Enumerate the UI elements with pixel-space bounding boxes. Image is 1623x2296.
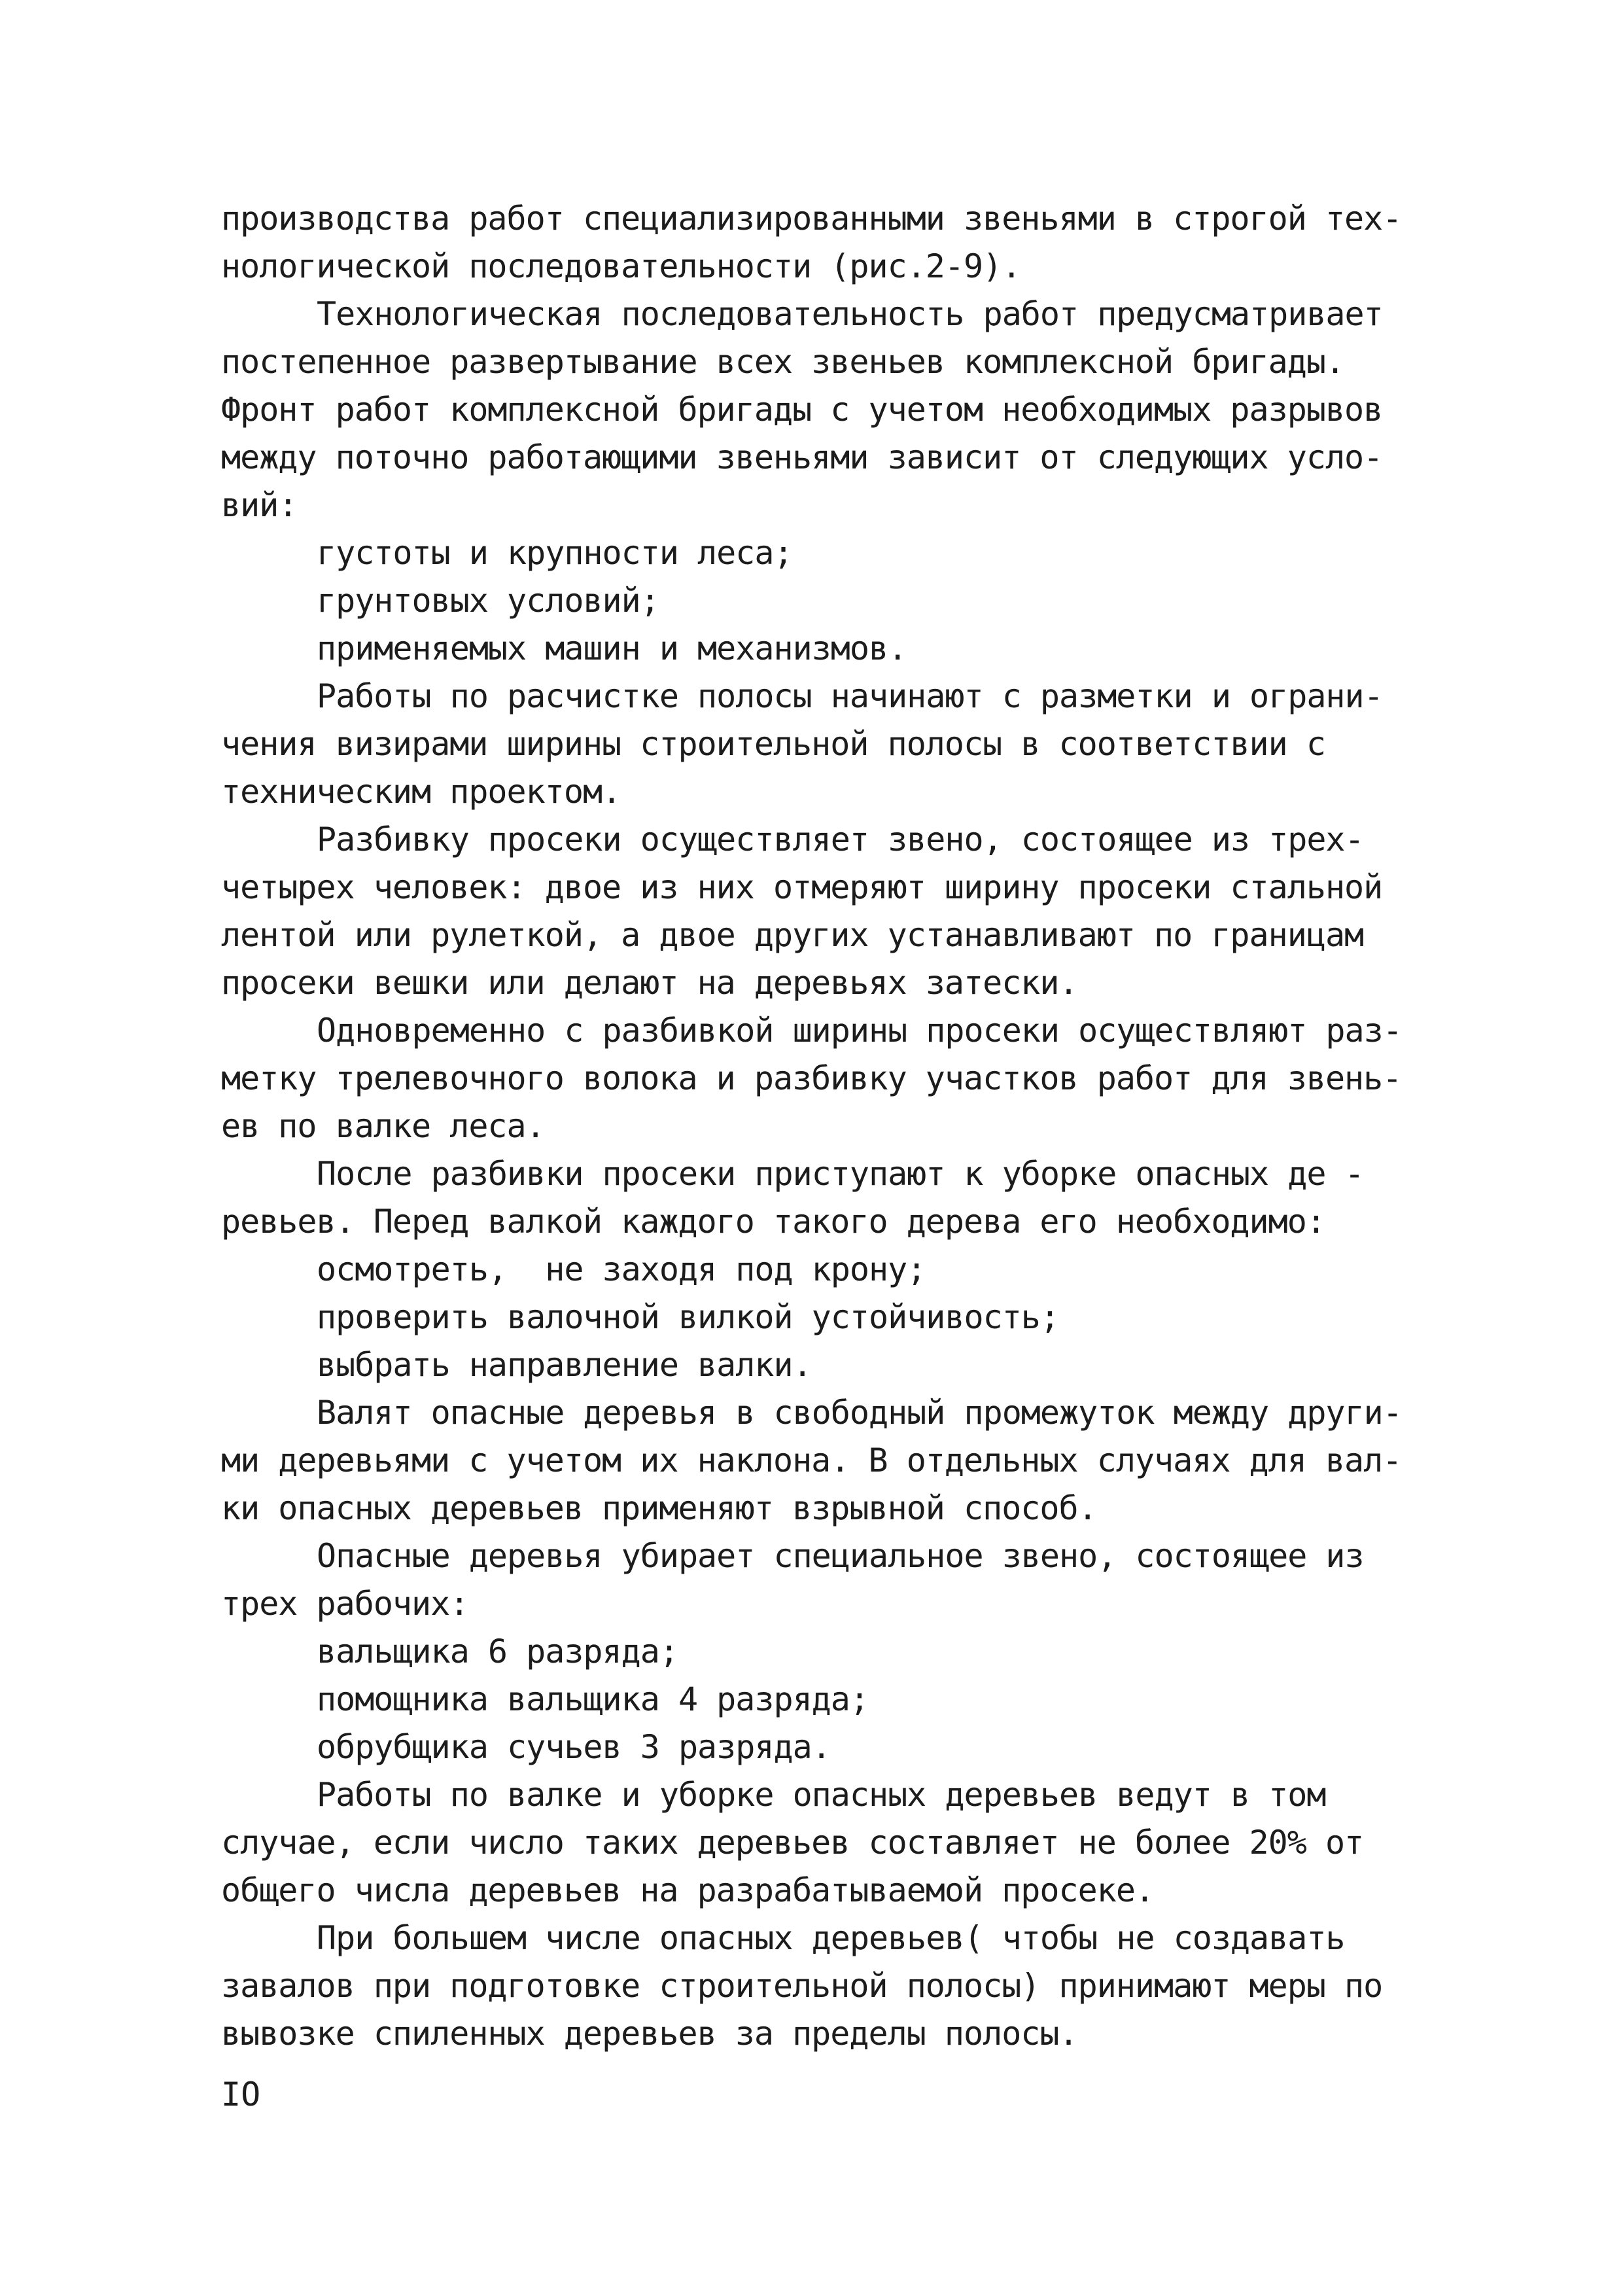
text-line: Работы по валке и уборке опасных деревьев ведут в том bbox=[317, 1776, 1326, 1814]
text-line: метку трелевочного волока и разбивку участков работ для звень- bbox=[221, 1059, 1402, 1097]
text-line: Фронт работ комплексной бригады с учетом необходимых разрывов bbox=[221, 391, 1383, 429]
text-line: вальщика 6 разряда; bbox=[317, 1633, 678, 1670]
text-line: При большем числе опасных деревьев( чтобы не создавать bbox=[317, 1919, 1345, 1957]
text-line: производства работ специализированными звеньями в строгой тех- bbox=[221, 200, 1402, 238]
text-line: проверить валочной вилкой устойчивость; bbox=[317, 1298, 1059, 1336]
text-line: ревьев. Перед валкой каждого такого дерева его необходимо: bbox=[221, 1203, 1325, 1241]
text-line: Технологическая последовательность работ предусматривает bbox=[317, 295, 1383, 333]
text-line: вывозке спиленных деревьев за пределы полосы. bbox=[221, 2015, 1078, 2053]
text-line: ми деревьями с учетом их наклона. В отдельных случаях для вал- bbox=[221, 1441, 1402, 1479]
text-line: общего числа деревьев на разрабатываемой просеке. bbox=[221, 1871, 1155, 1909]
text-line: густоты и крупности леса; bbox=[317, 534, 793, 572]
text-line: чения визирами ширины строительной полосы в соответствии с bbox=[221, 725, 1325, 763]
text-line: грунтовых условий; bbox=[317, 582, 659, 620]
text-line: выбрать направление валки. bbox=[317, 1346, 812, 1384]
page-number: IO bbox=[221, 2075, 261, 2113]
text-line: ев по валке леса. bbox=[221, 1107, 545, 1145]
text-line: помощника вальщика 4 разряда; bbox=[317, 1680, 869, 1718]
text-line: лентой или рулеткой, а двое других устанавливают по границам bbox=[221, 916, 1364, 954]
text-line: трех рабочих: bbox=[221, 1585, 469, 1623]
text-line: техническим проектом. bbox=[221, 773, 621, 811]
text-line: нологической последовательности (рис.2-9). bbox=[221, 247, 1021, 285]
text-line: случае, если число таких деревьев составляет не более 20% от bbox=[221, 1824, 1364, 1862]
text-line: просеки вешки или делают на деревьях затески. bbox=[221, 964, 1078, 1002]
text-line: осмотреть, не заходя под крону; bbox=[317, 1250, 926, 1288]
text-line: После разбивки просеки приступают к уборке опасных де - bbox=[317, 1155, 1364, 1193]
text-line: ки опасных деревьев применяют взрывной способ. bbox=[221, 1489, 1097, 1527]
body-text bbox=[221, 195, 1464, 2058]
text-line: Разбивку просеки осуществляет звено, состоящее из трех- bbox=[317, 821, 1364, 858]
text-line: вий: bbox=[221, 486, 298, 524]
text-line: обрубщика сучьев 3 разряда. bbox=[317, 1728, 831, 1766]
text-line: четырех человек: двое из них отмеряют ширину просеки стальной bbox=[221, 868, 1383, 906]
text-line: завалов при подготовке строительной полосы) принимают меры по bbox=[221, 1967, 1383, 2005]
text-line: применяемых машин и механизмов. bbox=[317, 629, 907, 667]
text-line: Опасные деревья убирает специальное звено, состоящее из bbox=[317, 1537, 1364, 1575]
text-line: Одновременно с разбивкой ширины просеки осуществляют раз- bbox=[317, 1012, 1402, 1050]
text-line: между поточно работающими звеньями зависит от следующих усло- bbox=[221, 438, 1383, 476]
text-line: постепенное развертывание всех звеньев комплексной бригады. bbox=[221, 343, 1345, 381]
text-line: Валят опасные деревья в свободный промежуток между други- bbox=[317, 1394, 1402, 1432]
text-line: Работы по расчистке полосы начинают с разметки и ограни- bbox=[317, 677, 1383, 715]
